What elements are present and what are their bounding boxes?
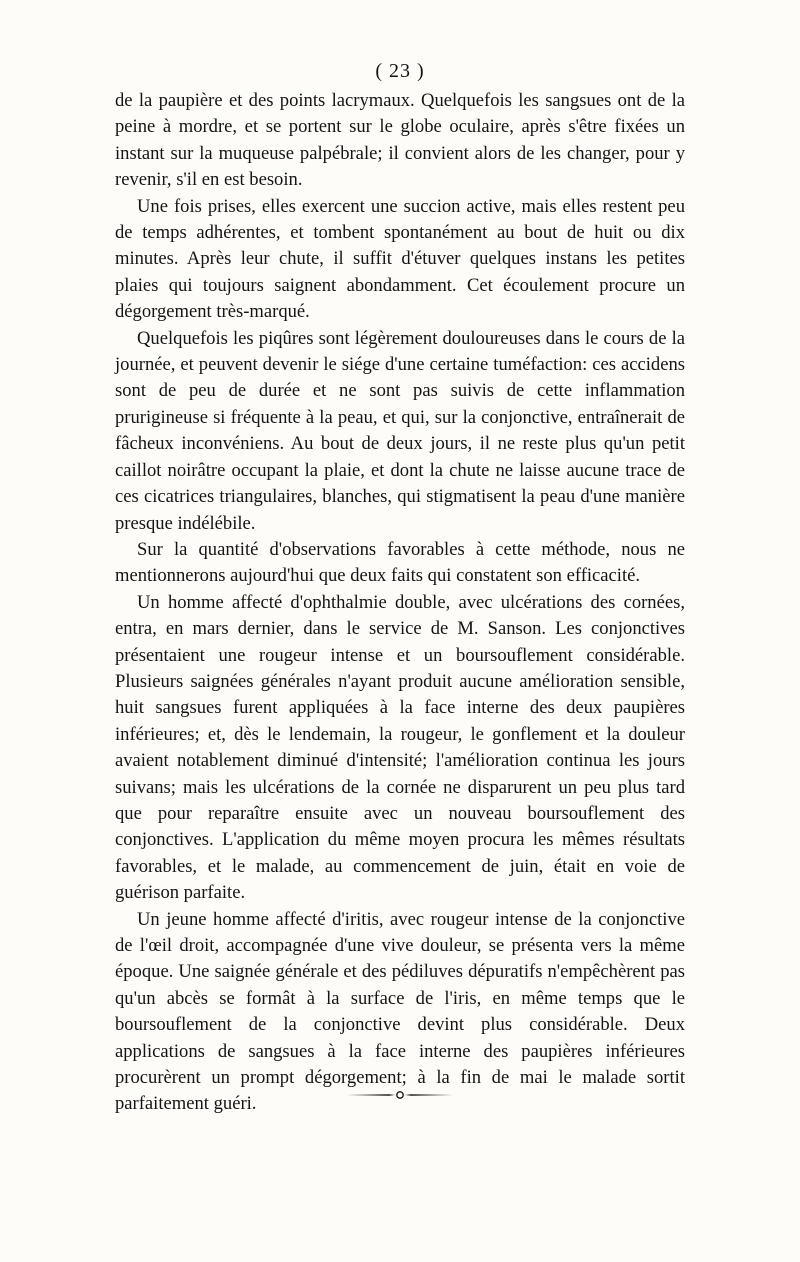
body-text bbox=[115, 88, 685, 1118]
paragraph-4: Sur la quantité d'observations favorables à cette méthode, nous ne mentionnerons aujourd'hui que deux faits qui constatent son efficacité. bbox=[115, 538, 685, 587]
page-number: ( 23 ) bbox=[375, 60, 425, 82]
paragraph-3: Quelquefois les piqûres sont légèrement douloureuses dans le cours de la journée, et peuvent devenir le siége d'une certaine tuméfaction: ces accidens sont de peu de durée et ne sont pas suivis de cette inflammation prurigineuse si fréquente à la peau, et qui, sur la conjonctive, entraînerait de fâcheux inconvéniens. Au bout de deux jours, il ne reste plus qu'un petit caillot noirâtre occupant la plaie, et dont la chute ne laisse aucune trace de ces cicatrices triangulaires, blanches, qui stigmatisent la peau d'une manière presque indélébile. bbox=[115, 327, 685, 534]
paragraph-2: Une fois prises, elles exercent une succion active, mais elles restent peu de temps adhérentes, et tombent spontanément au bout de huit ou dix minutes. Après leur chute, il suffit d'étuver quelques instans les petites plaies qui toujours saignent abondamment. Cet écoulement procure un dégorgement très-marqué. bbox=[115, 195, 685, 323]
paragraph-1: de la paupière et des points lacrymaux. Quelquefois les sangsues ont de la peine à mordre, et se portent sur le globe oculaire, après s'être fixées un instant sur la muqueuse palpébrale; il convient alors de les changer, pour y revenir, s'il en est besoin. bbox=[115, 90, 685, 191]
paragraph-6: Un jeune homme affecté d'iritis, avec rougeur intense de la conjonctive de l'œil droit, accompagnée d'une vive douleur, se présenta vers la même époque. Une saignée générale et des pédiluves dépuratifs n'empêchèrent pas qu'un abcès se formât à la surface de l'iris, en même temps que le boursouflement de la conjonctive devint plus considérable. Deux applications de sangsues à la face interne des paupières inférieures procurèrent un prompt dégorgement; à la fin de mai le malade sortit parfaitement guéri. bbox=[115, 908, 685, 1115]
ornament-divider bbox=[115, 1090, 685, 1100]
ornament-icon bbox=[345, 1090, 455, 1100]
paragraph-5: Un homme affecté d'ophthalmie double, avec ulcérations des cornées, entra, en mars dernier, dans le service de M. Sanson. Les conjonctives présentaient une rougeur intense et un boursouflement considérable. Plusieurs saignées générales n'ayant produit aucune amélioration sensible, huit sangsues furent appliquées à la face interne des deux paupières inférieures; et, dès le lendemain, la rougeur, le gonflement et la douleur avaient notablement diminué d'intensité; l'amélioration continua les jours suivans; mais les ulcérations de la cornée ne disparurent un peu plus tard que pour reparaître ensuite avec un nouveau boursouflement des conjonctives. L'application du même moyen procura les mêmes résultats favorables, et le malade, au commencement de juin, était en voie de guérison parfaite. bbox=[115, 591, 685, 904]
